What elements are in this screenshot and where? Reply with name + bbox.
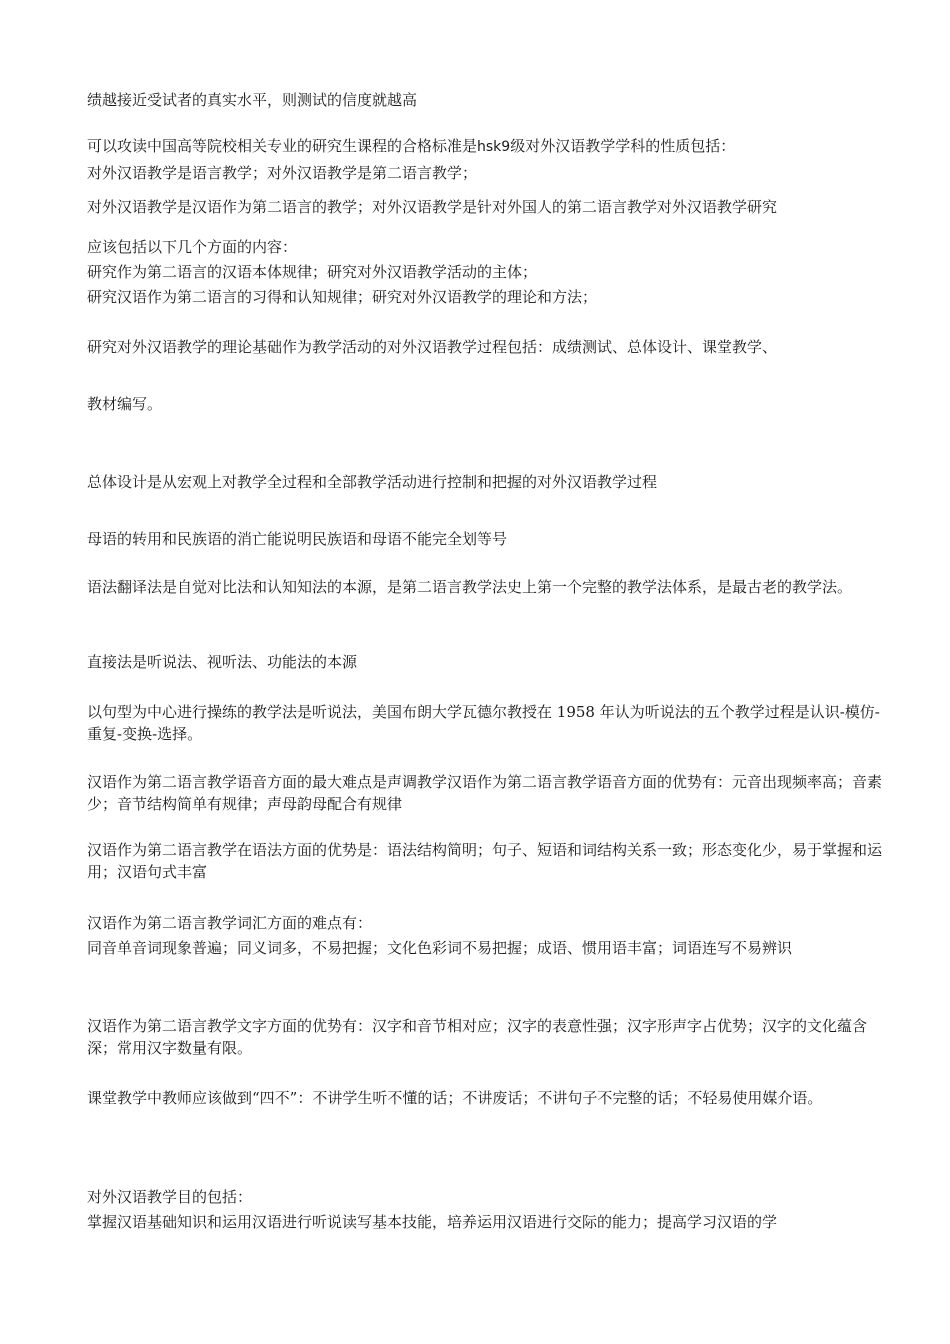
paragraph: 汉语作为第二语言教学文字方面的优势有：汉字和音节相对应；汉字的表意性强；汉字形声字占优势；汉字的文化蕴含深；常用汉字数量有限。 <box>87 1017 868 1057</box>
paragraph: 母语的转用和民族语的消亡能说明民族语和母语不能完全划等号 <box>87 530 508 548</box>
paragraph: 研究作为第二语言的汉语本体规律；研究对外汉语教学活动的主体； <box>87 263 538 281</box>
paragraph-text: 可以攻读中国高等院校相关专业的研究生课程的合格标准是 <box>87 137 478 155</box>
paragraph <box>87 135 882 158</box>
paragraph: 汉语作为第二语言教学词汇方面的难点有： <box>87 914 373 932</box>
paragraph: 同音单音词现象普遍；同义词多，不易把握；文化色彩词不易把握；成语、惯用语丰富；词语连写不易辨识 <box>87 939 793 957</box>
paragraph: 对外汉语教学是语言教学；对外汉语教学是第二语言教学； <box>87 164 478 182</box>
paragraph-text: 级对外汉语教学学科的性质包括： <box>510 137 736 155</box>
paragraph: 汉语作为第二语言教学语音方面的最大难点是声调教学汉语作为第二语言教学语音方面的优势有：元音出现频率高；音素少；音节结构简单有规律；声母韵母配合有规律 <box>87 773 883 813</box>
paragraph: 对外汉语教学是汉语作为第二语言的教学；对外汉语教学是针对外国人的第二语言教学对外汉语教学研究 <box>87 198 778 216</box>
paragraph: 语法翻译法是自觉对比法和认知知法的本源，是第二语言教学法史上第一个完整的教学法体系，是最古老的教学法。 <box>87 578 853 596</box>
hsk-term: hsk9 <box>477 139 511 155</box>
paragraph: 总体设计是从宏观上对教学全过程和全部教学活动进行控制和把握的对外汉语教学过程 <box>87 473 658 491</box>
paragraph: 研究对外汉语教学的理论基础作为教学活动的对外汉语教学过程包括：成绩测试、总体设计、课堂教学、 <box>87 338 778 356</box>
paragraph: 研究汉语作为第二语言的习得和认知规律；研究对外汉语教学的理论和方法； <box>87 288 598 306</box>
paragraph: 直接法是听说法、视听法、功能法的本源 <box>87 653 358 671</box>
paragraph: 应该包括以下几个方面的内容： <box>87 238 298 256</box>
paragraph: 掌握汉语基础知识和运用汉语进行听说读写基本技能，培养运用汉语进行交际的能力；提高学习汉语的学 <box>87 1213 778 1231</box>
paragraph: 绩越接近受试者的真实水平，则测试的信度就越高 <box>87 91 418 109</box>
paragraph: 对外汉语教学目的包括： <box>87 1188 253 1206</box>
paragraph: 以句型为中心进行操练的教学法是听说法，美国布朗大学瓦德尔教授在 1958 年认为听说法的五个教学过程是认识-模仿-重复-变换-选择。 <box>87 703 880 743</box>
paragraph: 课堂教学中教师应该做到“四不”：不讲学生听不懂的话；不讲废话；不讲句子不完整的话；不轻易使用媒介语。 <box>87 1089 823 1107</box>
paragraph: 汉语作为第二语言教学在语法方面的优势是：语法结构简明；句子、短语和词结构关系一致；形态变化少，易于掌握和运用；汉语句式丰富 <box>87 841 883 881</box>
paragraph: 教材编写。 <box>87 395 163 413</box>
